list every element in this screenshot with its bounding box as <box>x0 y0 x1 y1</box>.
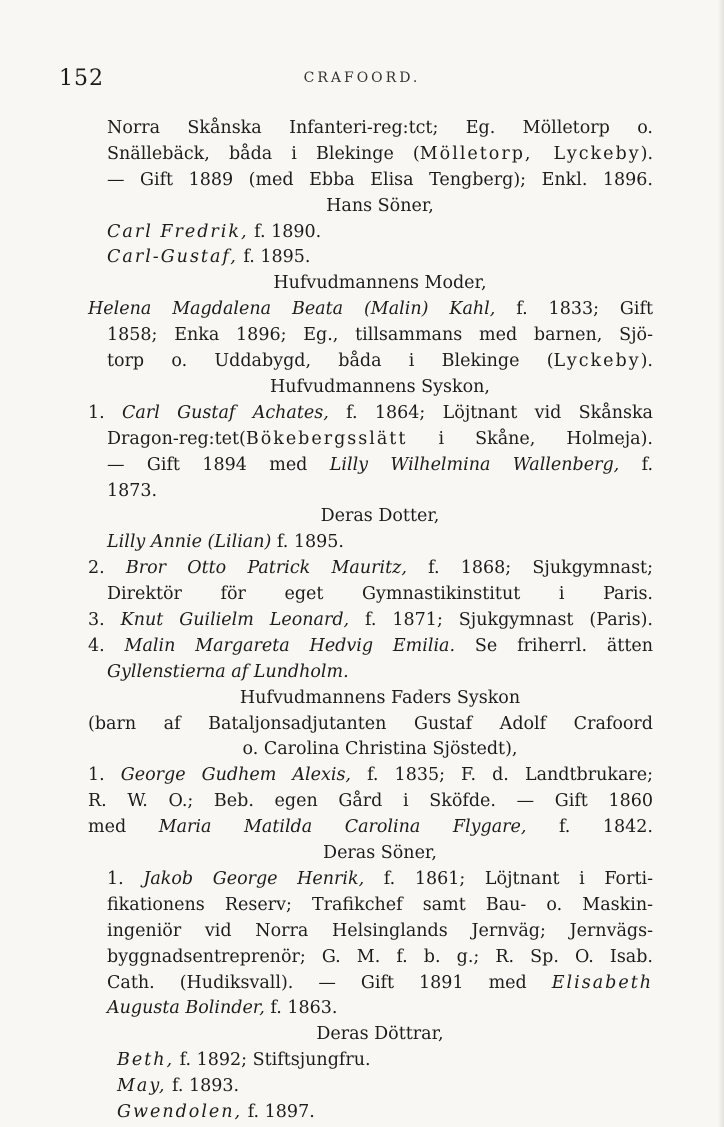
text-line: Carl-Gustaf, f. 1895. <box>107 247 311 267</box>
section-heading: Deras Dotter, <box>320 506 440 526</box>
text-line: Augusta Bolinder, f. 1863. <box>107 998 338 1018</box>
text-line: 4. Malin Margareta Hedvig Emilia. Se friherrl. ätten <box>88 636 653 656</box>
section-heading: Deras Döttrar, <box>316 1024 444 1044</box>
text-line: byggnadsentreprenör; G. M. f. b. g.; R. Sp. O. Isab. <box>107 947 653 967</box>
text-line: 1. Jakob George Henrik, f. 1861; Löjtnant i Forti- <box>107 869 654 889</box>
text-line: R. W. O.; Beb. egen Gård i Sköfde. — Gift 1860 <box>88 791 653 811</box>
text-line: May, f. 1893. <box>117 1076 240 1096</box>
text-line: Carl Fredrik, f. 1890. <box>107 222 322 242</box>
text-line: med Maria Matilda Carolina Flygare, f. 1842. <box>88 817 653 837</box>
text-line: Helena Magdalena Beata (Malin) Kahl, f. 1833; Gift <box>88 299 653 319</box>
text-line: ingeniör vid Norra Helsinglands Jernväg; Jernvägs- <box>107 921 653 941</box>
text-line: Beth, f. 1892; Stiftsjungfru. <box>117 1050 371 1070</box>
section-heading: Deras Söner, <box>323 843 437 863</box>
text-line: Gyllenstierna af Lundholm. <box>107 662 349 682</box>
text-line: 1. George Gudhem Alexis, f. 1835; F. d. Landtbrukare; <box>88 765 653 785</box>
text-line: 1858; Enka 1896; Eg., tillsammans med barnen, Sjö- <box>107 325 653 345</box>
text-line: Dragon-reg:tet(Bökebergsslätt i Skåne, Holmeja). <box>107 429 653 449</box>
text-line: Cath. (Hudiksvall). — Gift 1891 med Elisabeth <box>107 973 653 993</box>
text-line: Gwendolen, f. 1897. <box>117 1102 315 1122</box>
text-line: 2. Bror Otto Patrick Mauritz, f. 1868; Sjukgymnast; <box>88 558 653 578</box>
section-heading: Hufvudmannens Syskon, <box>270 377 490 397</box>
text-line: Snällebäck, båda i Blekinge (Mölletorp, Lyckeby). <box>107 144 654 164</box>
text-line: torp o. Uddabygd, båda i Blekinge (Lyckeby). <box>107 351 653 371</box>
text-line: fikationens Reserv; Trafikchef samt Bau- o. Maskin- <box>107 895 653 915</box>
text-line: — Gift 1889 (med Ebba Elisa Tengberg); Enkl. 1896. <box>107 170 653 190</box>
section-heading: Hufvudmannens Moder, <box>273 273 487 293</box>
running-head: CRAFOORD. <box>303 70 421 86</box>
text-line: 1. Carl Gustaf Achates, f. 1864; Löjtnant vid Skånska <box>88 403 653 423</box>
page-number: 152 <box>59 66 104 91</box>
text-line: o. Carolina Christina Sjöstedt), <box>242 739 518 759</box>
text-line: (barn af Bataljonsadjutanten Gustaf Adolf Crafoord <box>88 714 653 734</box>
text-line: Norra Skånska Infanteri-reg:tct; Eg. Mölletorp o. <box>107 118 653 138</box>
section-heading: Hufvudmannens Faders Syskon <box>239 688 521 708</box>
text-line: 1873. <box>107 481 158 501</box>
text-line: 3. Knut Guilielm Leonard, f. 1871; Sjukgymnast (Paris). <box>88 610 653 630</box>
section-heading: Hans Söner, <box>326 196 434 216</box>
text-line: Lilly Annie (Lilian) f. 1895. <box>107 532 344 552</box>
text-line: — Gift 1894 med Lilly Wilhelmina Wallenberg, f. <box>107 455 654 475</box>
text-line: Direktör för eget Gymnastikinstitut i Paris. <box>107 584 653 604</box>
page-edge <box>718 0 724 1127</box>
